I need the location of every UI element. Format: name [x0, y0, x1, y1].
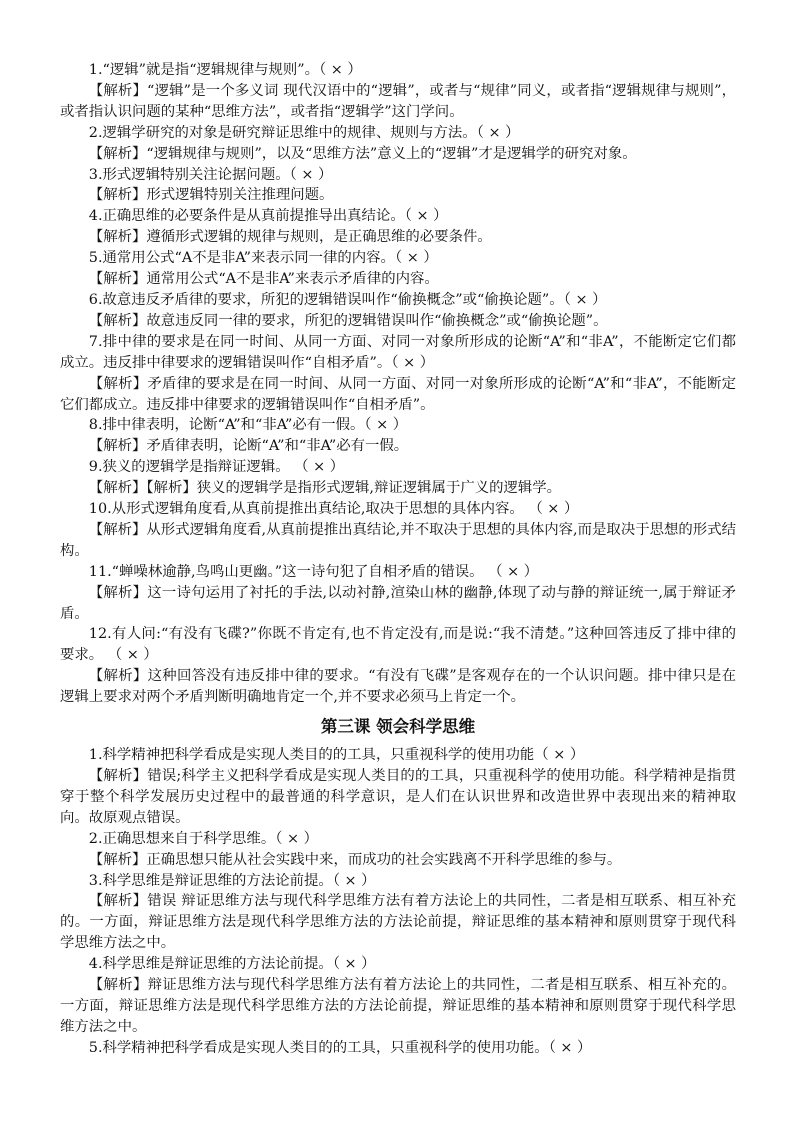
answer-5: 【解析】通常用公式“A不是非A”来表示矛盾律的内容。: [88, 271, 439, 288]
question-s5: 5.科学精神把科学看成是实现人类目的的工具，只重视科学的使用功能。（ × ）: [88, 1039, 592, 1056]
question-12: 12.有人问:“有没有飞碟?”你既不肯定有,也不肯定没有,而是说:“我不清楚。”这种回答违反了排中律的要求。 （ × ）: [60, 626, 736, 664]
answer-3: 【解析】形式逻辑特别关注推理问题。: [88, 187, 334, 204]
section-science: [60, 745, 736, 1059]
question-4: 4.正确思维的必要条件是从真前提推导出真结论。（ × ）: [88, 208, 448, 225]
answer-4: 【解析】遵循形式逻辑的规律与规则，是正确思维的必要条件。: [88, 229, 492, 246]
question-2: 2.逻辑学研究的对象是研究辩证思维中的规律、规则与方法。（ × ）: [88, 124, 520, 141]
question-6: 6.故意违反矛盾律的要求，所犯的逻辑错误叫作“偷换概念”或“偷换论题”。（ × ）: [88, 291, 607, 308]
question-10: 10.从形式逻辑角度看,从真前提推出真结论,取决于思想的具体内容。 （ × ）: [88, 501, 579, 518]
question-5: 5.通常用公式“A不是非A”来表示同一律的内容。（ × ）: [88, 250, 438, 267]
answer-8: 【解析】矛盾律表明，论断“A”和“非A”必有一假。: [88, 438, 409, 455]
question-11: 11.“蝉噪林逾静,鸟鸣山更幽。”这一诗句犯了自相矛盾的错误。 （ × ）: [88, 563, 539, 580]
answer-s2: 【解析】正确思想只能从社会实践中来，而成功的社会实践离不开科学思维的参与。: [88, 851, 622, 868]
question-3: 3.形式逻辑特别关注论据问题。（ × ）: [88, 166, 333, 183]
answer-10: 【解析】从形式逻辑角度看,从真前提推出真结论,并不取决于思想的具体内容,而是取决于思想的形式结构。: [60, 521, 736, 559]
question-7: 7.排中律的要求是在同一时间、从同一方面、对同一对象所形成的论断“A”和“非A”，不能断定它们都成立。违反排中律要求的逻辑错误叫作“自相矛盾”。（ × ）: [60, 333, 736, 371]
question-1: 1.“逻辑”就是指“逻辑规律与规则”。（ × ）: [88, 62, 362, 78]
answer-s3: 【解析】错误 辩证思维方法与现代科学思维方法有着方法论上的共同性，二者是相互联系、相互补充的。一方面，辩证思维方法是现代科学思维方法的方法论前提，辩证思维的基本精神和原则贯穿于现代科学思维方法之中。: [60, 893, 736, 952]
question-s3: 3.科学思维是辩证思维的方法论前提。（ × ）: [88, 872, 376, 889]
question-9: 9.狭义的逻辑学是指辩证逻辑。 （ × ）: [88, 459, 345, 476]
answer-6: 【解析】故意违反同一律的要求，所犯的逻辑错误叫作“偷换概念”或“偷换论题”。: [88, 312, 608, 329]
answer-s1: 【解析】错误;科学主义把科学看成是实现人类目的的工具，只重视科学的使用功能。科学精神是指贯穿于整个科学发展历史过程中的最普通的科学意识，是人们在认识世界和改造世界中表现出来的精神取向。故原观点错误。: [60, 768, 736, 826]
answer-s4: 【解析】辩证思维方法与现代科学思维方法有着方法论上的共同性，二者是相互联系、相互补充的。一方面，辩证思维方法是现代科学思维方法的方法论前提，辩证思维的基本精神和原则贯穿于现代科学思维方法之中。: [60, 977, 736, 1035]
section-title: 第三课 领会科学思维: [320, 717, 476, 737]
answer-2: 【解析】“逻辑规律与规则”，以及“思维方法”意义上的“逻辑”才是逻辑学的研究对象。: [88, 145, 637, 162]
question-8: 8.排中律表明，论断“A”和“非A”必有一假。（ × ）: [88, 417, 408, 434]
section-logic: [60, 60, 736, 708]
answer-12: 【解析】这种回答没有违反排中律的要求。“有没有飞碟”是客观存在的一个认识问题。排中律只是在逻辑上要求对两个矛盾判断明确地肯定一个,并不要求必须马上肯定一个。: [60, 668, 736, 706]
answer-7: 【解析】矛盾律的要求是在同一时间、从同一方面、对同一对象所形成的论断“A”和“非A”，不能断定它们都成立。违反排中律要求的逻辑错误叫作“自相矛盾”。: [60, 375, 736, 413]
question-s2: 2.正确思想来自于科学思维。（ × ）: [88, 830, 319, 847]
question-s1: 1.科学精神把科学看成是实现人类目的的工具，只重视科学的使用功能（ × ）: [88, 747, 585, 764]
answer-1: 【解析】“逻辑”是一个多义词 现代汉语中的“逻辑”，或者与“规律”同义，或者指“逻辑规律与规则”，或者指认识问题的某种“思维方法”，或者指“逻辑学”这门学问。: [60, 82, 736, 120]
answer-11: 【解析】这一诗句运用了衬托的手法,以动衬静,渲染山林的幽静,体现了动与静的辩证统一,属于辩证矛盾。: [60, 584, 736, 622]
answer-9: 【解析】【解析】狭义的逻辑学是指形式逻辑,辩证逻辑属于广义的逻辑学。: [88, 480, 562, 497]
question-s4: 4.科学思维是辩证思维的方法论前提。（ × ）: [88, 956, 376, 973]
